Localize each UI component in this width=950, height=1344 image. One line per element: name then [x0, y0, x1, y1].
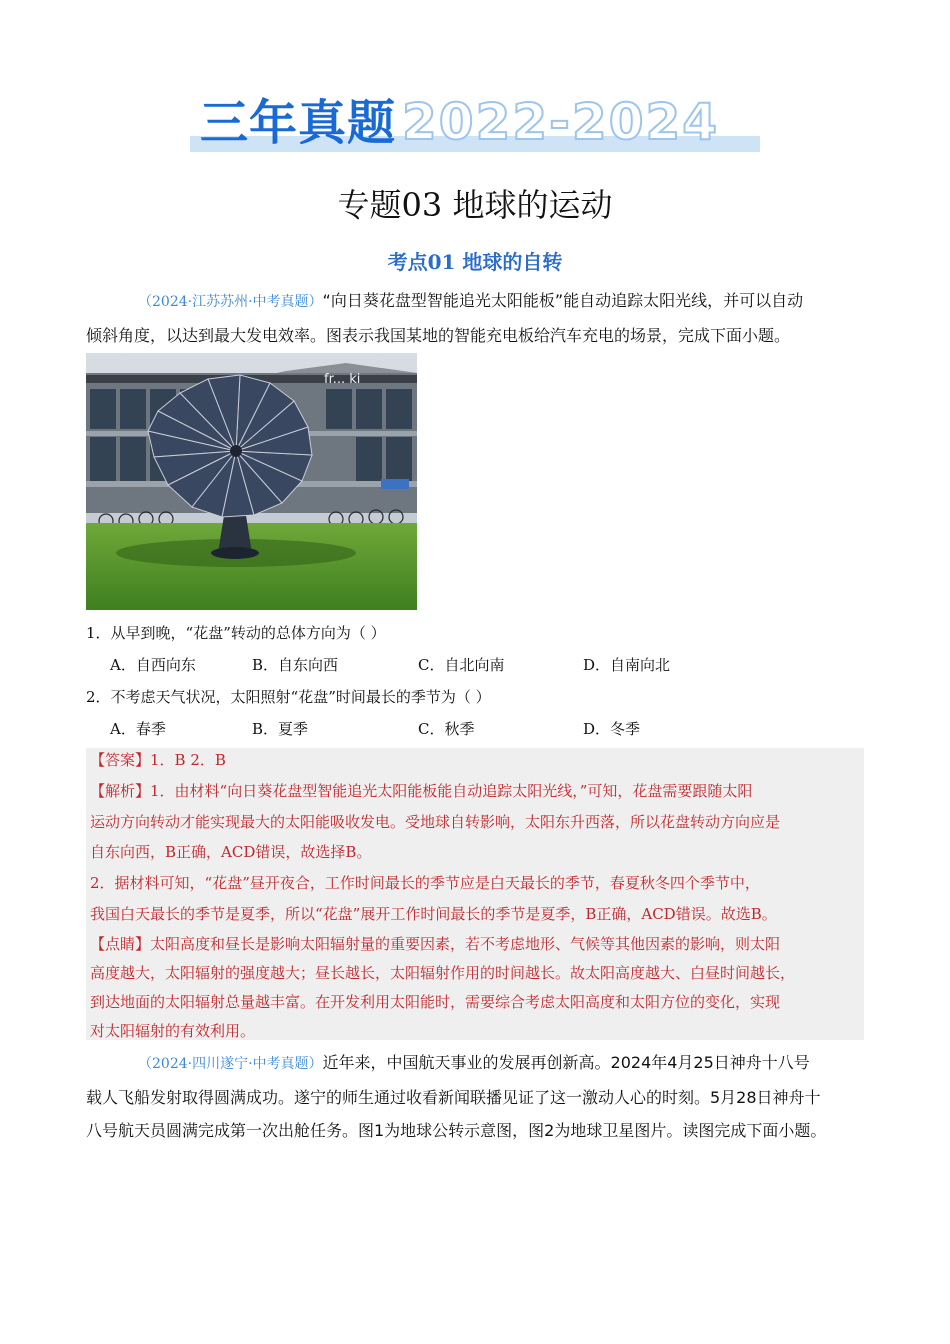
q1-option-b: B．自东向西 [252, 656, 339, 674]
solar-flower-illustration [86, 353, 417, 610]
question-1: 1．从早到晚，“花盘”转动的总体方向为（ ） [86, 624, 386, 642]
q1-option-a: A．自西向东 [110, 656, 196, 674]
analysis-line-1: 【解析】1．由材料“向日葵花盘型智能追光太阳能板能自动追踪太阳光线，”可知，花盘需要跟随太阳 [90, 782, 753, 800]
question-2: 2．不考虑天气状况，太阳照射“花盘”时间最长的季节为（ ） [86, 688, 491, 706]
source-tag-2: （2024·四川遂宁·中考真题） [138, 1056, 323, 1072]
comment-line-1: 【点睛】太阳高度和昼长是影响太阳辐射量的重要因素，若不考虑地形、气候等其他因素的影响，则太阳 [90, 935, 781, 953]
banner-text [200, 92, 719, 152]
q2-option-c: C．秋季 [418, 720, 475, 738]
intro1-text-b: 倾斜角度，以达到最大发电效率。图表示我国某地的智能充电板给汽车充电的场景，完成下面小题。 [86, 326, 791, 345]
intro1-line-1 [86, 284, 866, 319]
source-tag: （2024·江苏苏州·中考真题） [138, 294, 323, 310]
solar-flower-photo [86, 353, 417, 610]
page-title: 专题03 地球的运动 [337, 186, 613, 224]
analysis-line-4: 2．据材料可知，“花盘”昼开夜合，工作时间最长的季节应是白天最长的季节，春夏秋冬四个季节中， [90, 874, 760, 892]
banner-part2: 2022-2024 [402, 93, 720, 151]
analysis-line-2: 运动方向转动才能实现最大的太阳能吸收发电。受地球自转影响，太阳东升西落，所以花盘转动方向应是 [90, 813, 781, 831]
q2-option-b: B．夏季 [252, 720, 309, 738]
comment-line-4: 对太阳辐射的有效利用。 [90, 1022, 256, 1040]
intro1-text-a: “向日葵花盘型智能追光太阳能板”能自动追踪太阳光线，并可以自动 [322, 291, 804, 310]
q2-option-a: A．春季 [110, 720, 166, 738]
comment-line-3: 到达地面的太阳辐射总量越丰富。在开发利用太阳能时，需要综合考虑太阳高度和太阳方位的变化，实现 [90, 993, 781, 1011]
q2-option-d: D．冬季 [583, 720, 641, 738]
intro2-text-a: 近年来，中国航天事业的发展再创新高。2024年4月25日神舟十八号 [322, 1053, 810, 1072]
q1-option-c: C．自北向南 [418, 656, 505, 674]
intro2-text-b: 载人飞船发射取得圆满成功。遂宁的师生通过收看新闻联播见证了这一激动人心的时刻。5月28日神舟十 [86, 1088, 821, 1107]
answer-line: 【答案】1．B 2．B [90, 751, 226, 769]
building-sign: fr... ki [324, 372, 361, 387]
banner [190, 92, 760, 154]
analysis-line-5: 我国白天最长的季节是夏季，所以“花盘”展开工作时间最长的季节是夏季，B正确，ACD错误。故选B。 [90, 905, 777, 923]
comment-line-2: 高度越大，太阳辐射的强度越大；昼长越长，太阳辐射作用的时间越长。故太阳高度越大、白昼时间越长， [90, 964, 796, 982]
intro-paragraph-2 [86, 1046, 866, 1147]
intro2-text-c: 八号航天员圆满完成第一次出舱任务。图1为地球公转示意图，图2为地球卫星图片。读图完成下面小题。 [86, 1121, 827, 1140]
q1-option-d: D．自南向北 [583, 656, 671, 674]
analysis-line-3: 自东向西，B正确，ACD错误，故选择B。 [90, 843, 372, 861]
intro2-line-1 [86, 1046, 866, 1081]
section-title: 考点01 地球的自转 [387, 250, 563, 274]
intro-paragraph-1 [86, 284, 866, 352]
banner-part1: 三年真题 [200, 95, 397, 151]
